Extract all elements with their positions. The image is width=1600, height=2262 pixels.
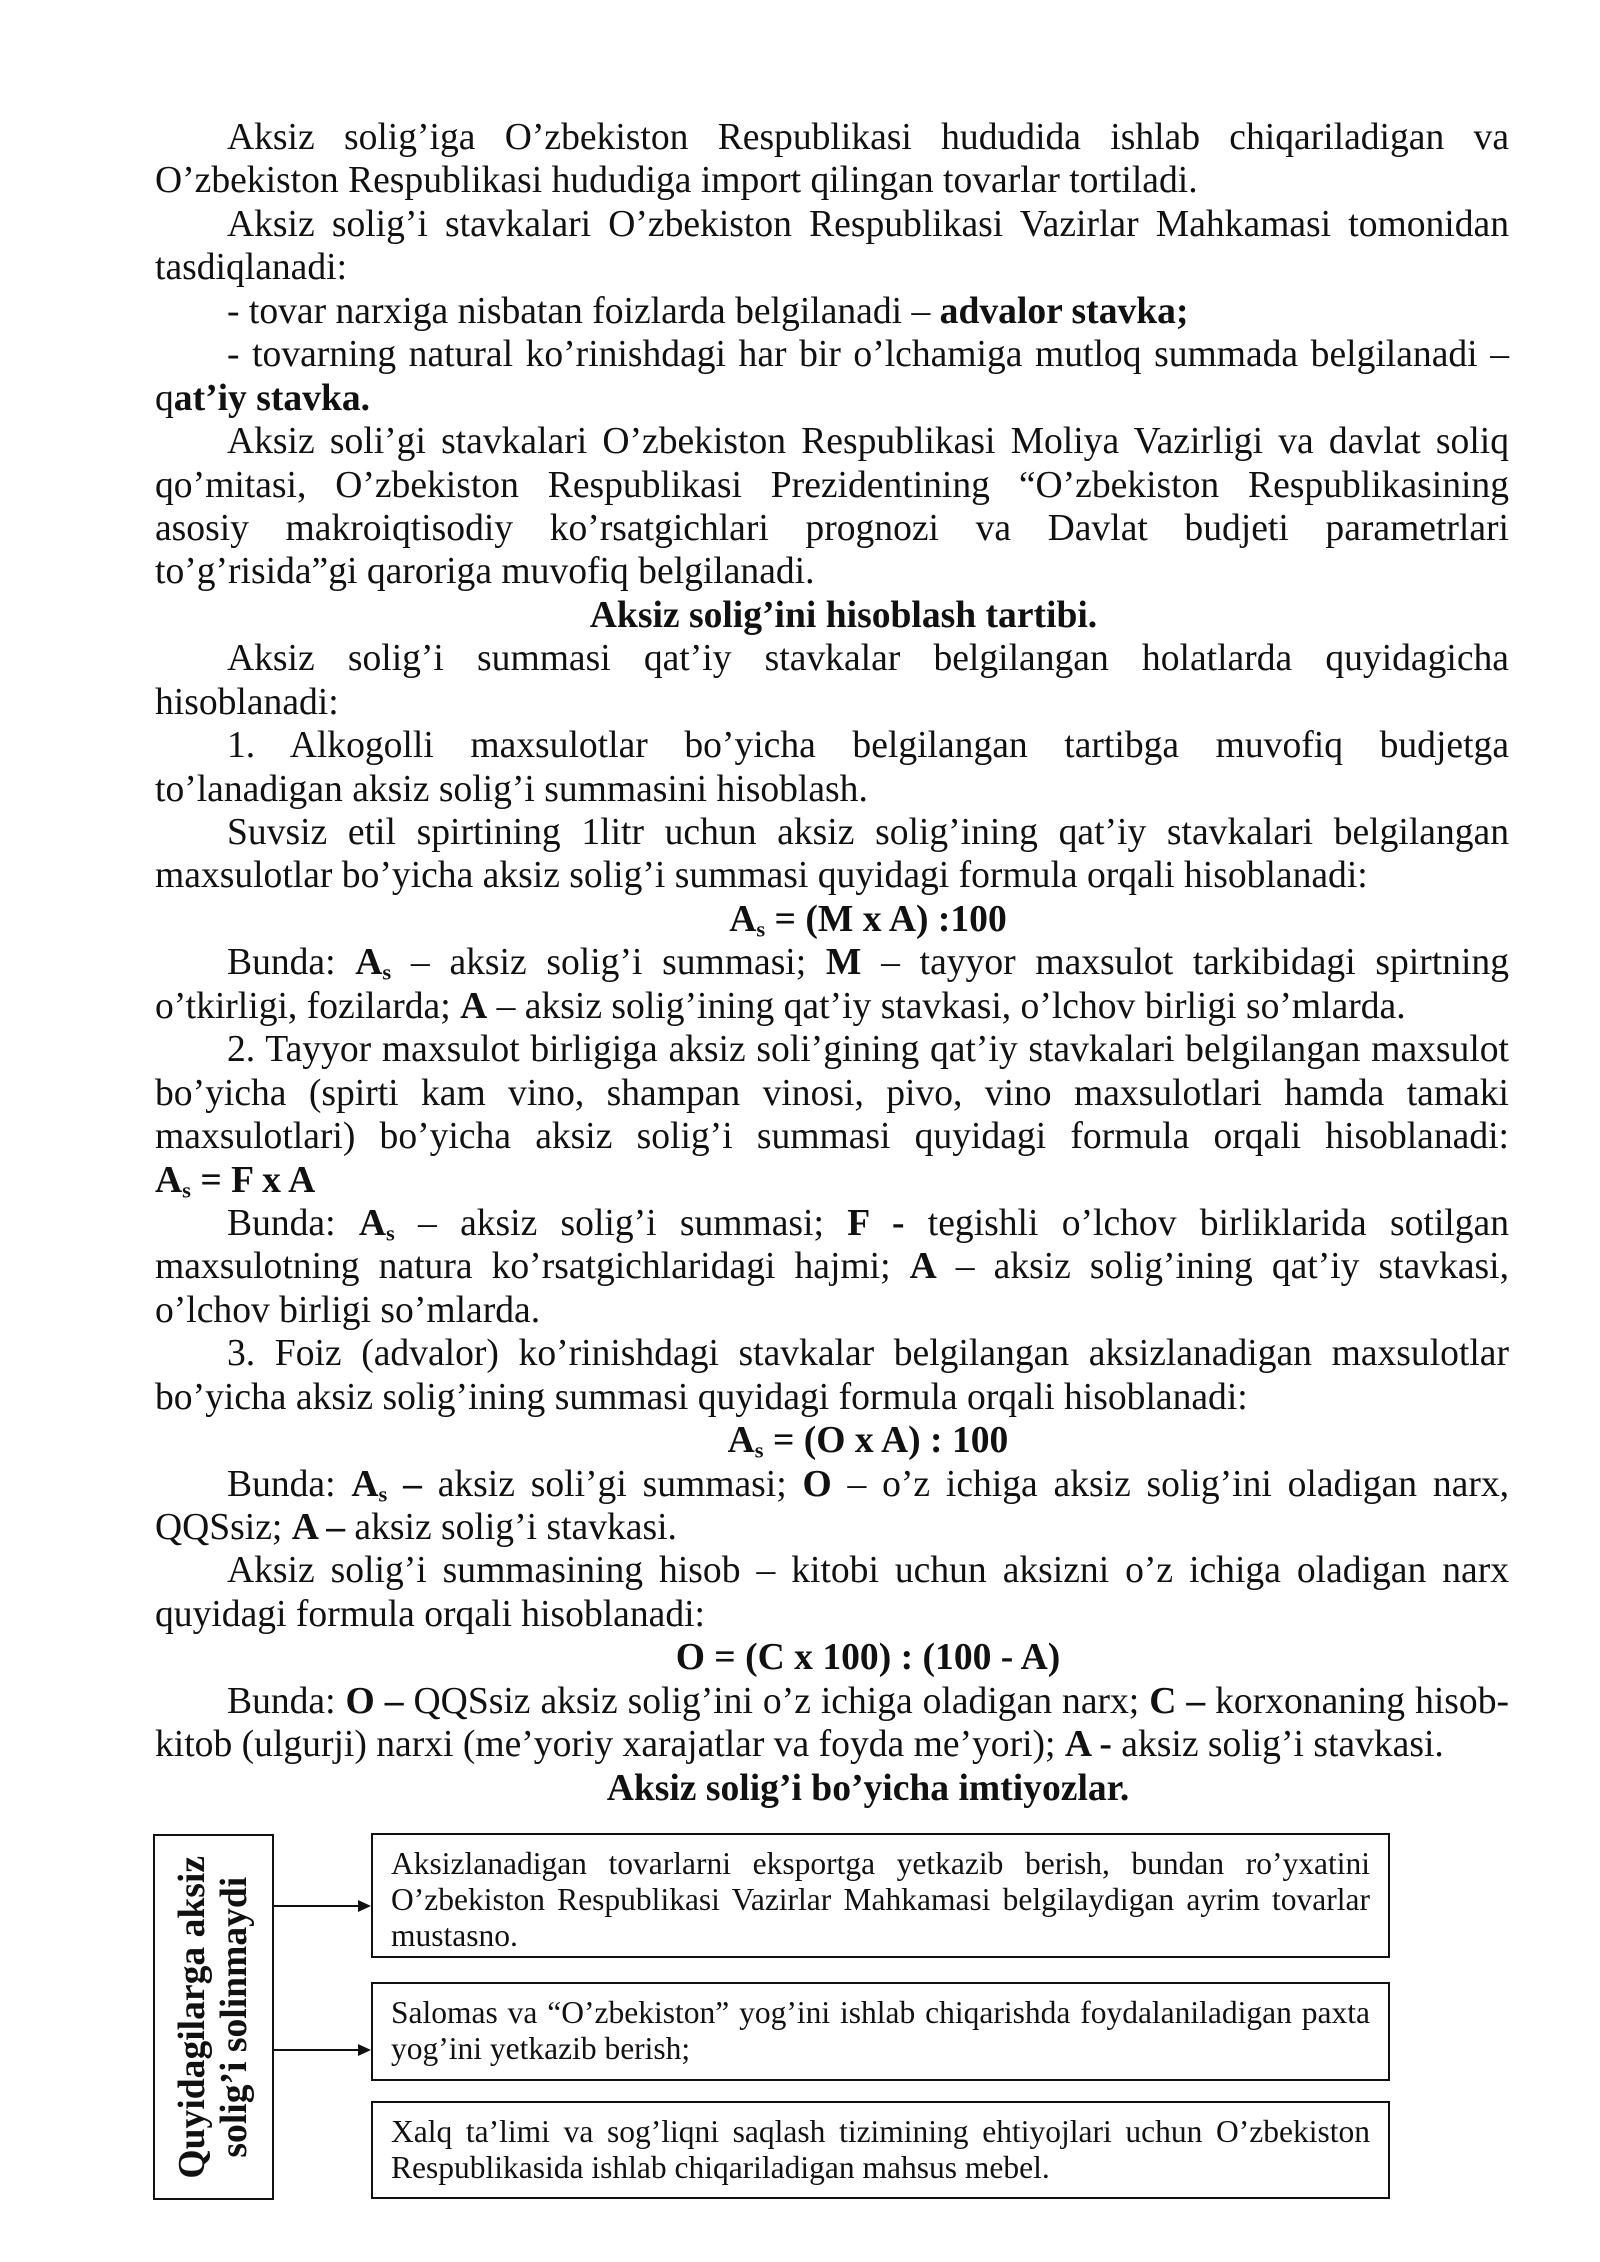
exemption-item-2: Salomas va “O’zbekiston” yog’ini ishlab chiqarishda foydalaniladigan paxta yog’ini yetkazib berish; (371, 1982, 1390, 2081)
case1-formula (155, 898, 1509, 941)
legend-definition-1: – aksiz solig’i summasi; (394, 1202, 848, 1244)
case3-formula (155, 1419, 1509, 1462)
exemption-item-3: Xalq ta’limi va sog’liqni saqlash tizimining ehtiyojlari uchun O’zbekiston Respublikasida ishlab chiqariladigan mahsus mebel. (371, 2101, 1390, 2199)
formula-subscript: s (756, 916, 766, 942)
case2-legend (155, 1202, 1509, 1332)
exemption-item-1: Aksizlanadigan tovarlarni eksportga yetkazib berish, bundan ro’yxatini O’zbekiston Respublikasi Vazirlar Mahkamasi belgilaydigan ayrim tovarlar mustasno. (371, 1833, 1390, 1958)
rate-fixed-text: - tovarning natural ko’rinishdagi har bir o’lchamiga mutloq summada belgilanadi – q (155, 334, 1509, 419)
formula-symbol: A (727, 1420, 755, 1462)
legend-definition-3: – aksiz solig’ining qat’iy stavkasi, o’lchov birligi so’mlarda. (487, 985, 1406, 1027)
calculation-heading: Aksiz solig’ini hisoblash tartibi. (589, 594, 1098, 636)
arrow-head (358, 1900, 371, 1912)
legend-definition-3: aksiz solig’i stavkasi. (345, 1507, 677, 1548)
case1-legend (155, 941, 1509, 1028)
rate-advalor-item (155, 290, 1509, 333)
legend-definition-2: korxonaning hisob-kitob (ulgurji) narxi (me’yoriy xarajatlar va foyda me’yori); (155, 1680, 1510, 1766)
arrow-head (358, 2044, 371, 2056)
rate-advalor-text: - tovar narxiga nisbatan foizlarda belgilanadi – (227, 290, 940, 332)
legend-symbol-3: A (909, 1246, 937, 1288)
exemptions-side-label (172, 1856, 256, 2179)
legend-intro: Bunda: (227, 1202, 359, 1244)
price-legend (155, 1680, 1509, 1767)
case2-text: 2. Tayyor maxsulot birligiga aksiz soli’gining qat’iy stavkalari belgilangan maxsulot bo’yicha (spirti kam vino, shampan vinosi, pivo, vino maxsulotlari hamda tamaki maxsulotlari) bo’yicha aksiz solig’i summasi quyidagi formula orqali hisoblanadi: (155, 1029, 1509, 1158)
rate-fixed-item (155, 333, 1509, 420)
legend-definition-3: aksiz solig’i stavkasi. (1111, 1724, 1444, 1766)
legend-intro: Bunda: (227, 942, 356, 984)
legend-definition-3: – aksiz solig’ining qat’iy stavkasi, o’lchov birligi so’mlarda. (155, 1246, 1509, 1331)
exemptions-side-box (153, 1834, 274, 2200)
formula-symbol: A (155, 1159, 183, 1201)
formula-symbol: A (729, 898, 757, 940)
legend-symbol-1: A (351, 1463, 379, 1505)
intro-paragraph-2: Aksiz solig’i stavkalari O’zbekiston Respublikasi Vazirlar Mahkamasi tomonidan tasdiqlanadi: (155, 203, 1509, 289)
arrow-to-item-1 (273, 1895, 371, 1917)
formula-subscript: s (754, 1437, 764, 1463)
benefits-heading: Aksiz solig’i bo’yicha imtiyozlar. (606, 1767, 1130, 1809)
legend-symbol-1: A (358, 1202, 386, 1244)
legend-symbol-3: A (460, 985, 488, 1027)
legend-definition-1: QQSsiz aksiz solig’ini o’z ichiga oladigan narx; (403, 1680, 1150, 1722)
legend-symbol-1: A (355, 942, 383, 984)
legend-symbol-1-subscript: s (378, 1481, 388, 1507)
case2-formula (155, 1159, 1509, 1202)
formula-subscript: s (182, 1177, 191, 1203)
legend-symbol-2: C – (1149, 1680, 1206, 1722)
arrow-to-item-2 (273, 2039, 371, 2061)
intro-paragraph-1: Aksiz solig’iga O’zbekiston Respublikasi hududida ishlab chiqariladigan va O’zbekiston Respublikasi hududiga import qilingan tovarlar tortiladi. (155, 117, 1509, 202)
case1-title: 1. Alkogolli maxsulotlar bo’yicha belgilangan tartibga muvofiq budjetga to’lanadigan aksiz solig’i summasini hisoblash. (155, 725, 1509, 810)
legend-definition-2: – o’z ichiga aksiz solig’ini oladigan narx, QQSsiz; (155, 1463, 1510, 1548)
legend-symbol-3: A – (291, 1507, 346, 1548)
legend-definition-1: – aksiz solig’i summasi; (391, 942, 826, 984)
legend-intro: Bunda: (227, 1463, 352, 1505)
calculation-lead: Aksiz solig’i summasi qat’iy stavkalar belgilangan holatlarda quyidagicha hisoblanadi: (155, 638, 1509, 723)
legend-symbol-2: F - (847, 1202, 905, 1244)
legend-symbol-3: A - (1064, 1724, 1112, 1766)
legend-symbol-1: O – (345, 1680, 404, 1722)
formula-expression: = (O x A) : 100 (763, 1420, 1009, 1462)
side-label-line-1: Quyidagilarga aksiz (171, 1855, 213, 2179)
rate-fixed-term: at’iy stavka. (173, 377, 371, 419)
case1-text: Suvsiz etil spirtining 1litr uchun aksiz solig’ining qat’iy stavkalari belgilangan maxsulotlar bo’yicha aksiz solig’i summasi quyidagi formula orqali hisoblanadi: (155, 812, 1509, 897)
price-formula: O = (C x 100) : (100 - A) (675, 1637, 1061, 1679)
side-label-line-2: solig’i solinmaydi (213, 1876, 255, 2158)
intro-paragraph-3: Aksiz soli’gi stavkalari O’zbekiston Respublikasi Moliya Vazirligi va davlat soliq qo’mitasi, O’zbekiston Respublikasi Prezidentining “O’zbekiston Respublikasining asosiy makroiqtisodiy ko’rsatgichlari prognozi va Davlat budjeti parametrlari to’g’risida”gi qaroriga muvofiq belgilanadi. (155, 421, 1509, 593)
formula-expression: = (M x A) :100 (765, 898, 1007, 940)
document-body (155, 116, 1509, 1810)
case3-text: 3. Foiz (advalor) ko’rinishdagi stavkalar belgilangan aksizlanadigan maxsulotlar bo’yicha aksiz solig’ining summasi quyidagi formula orqali hisoblanadi: (155, 1333, 1509, 1418)
legend-definition-1: aksiz soli’gi summasi; (421, 1463, 803, 1505)
legend-symbol-1-subscript: s (385, 1220, 395, 1246)
legend-symbol-1-dash: – (387, 1463, 422, 1505)
rate-advalor-term: advalor stavka; (939, 290, 1189, 332)
legend-intro: Bunda: (227, 1680, 346, 1722)
legend-symbol-2: M (825, 942, 862, 984)
legend-definition-2: – tayyor maxsulot tarkibidagi spirtning o’tkirligi, fozilarda; (155, 942, 1509, 1027)
price-text: Aksiz solig’i summasining hisob – kitobi uchun aksizni o’z ichiga oladigan narx quyidagi formula orqali hisoblanadi: (155, 1550, 1509, 1635)
legend-definition-2: tegishli o’lchov birliklarida sotilgan maxsulotning natura ko’rsatgichlaridagi hajmi; (155, 1202, 1509, 1288)
case3-legend (155, 1463, 1509, 1550)
legend-symbol-1-subscript: s (382, 959, 392, 985)
formula-expression: = F x A (190, 1159, 316, 1201)
legend-symbol-2: O (802, 1463, 832, 1505)
